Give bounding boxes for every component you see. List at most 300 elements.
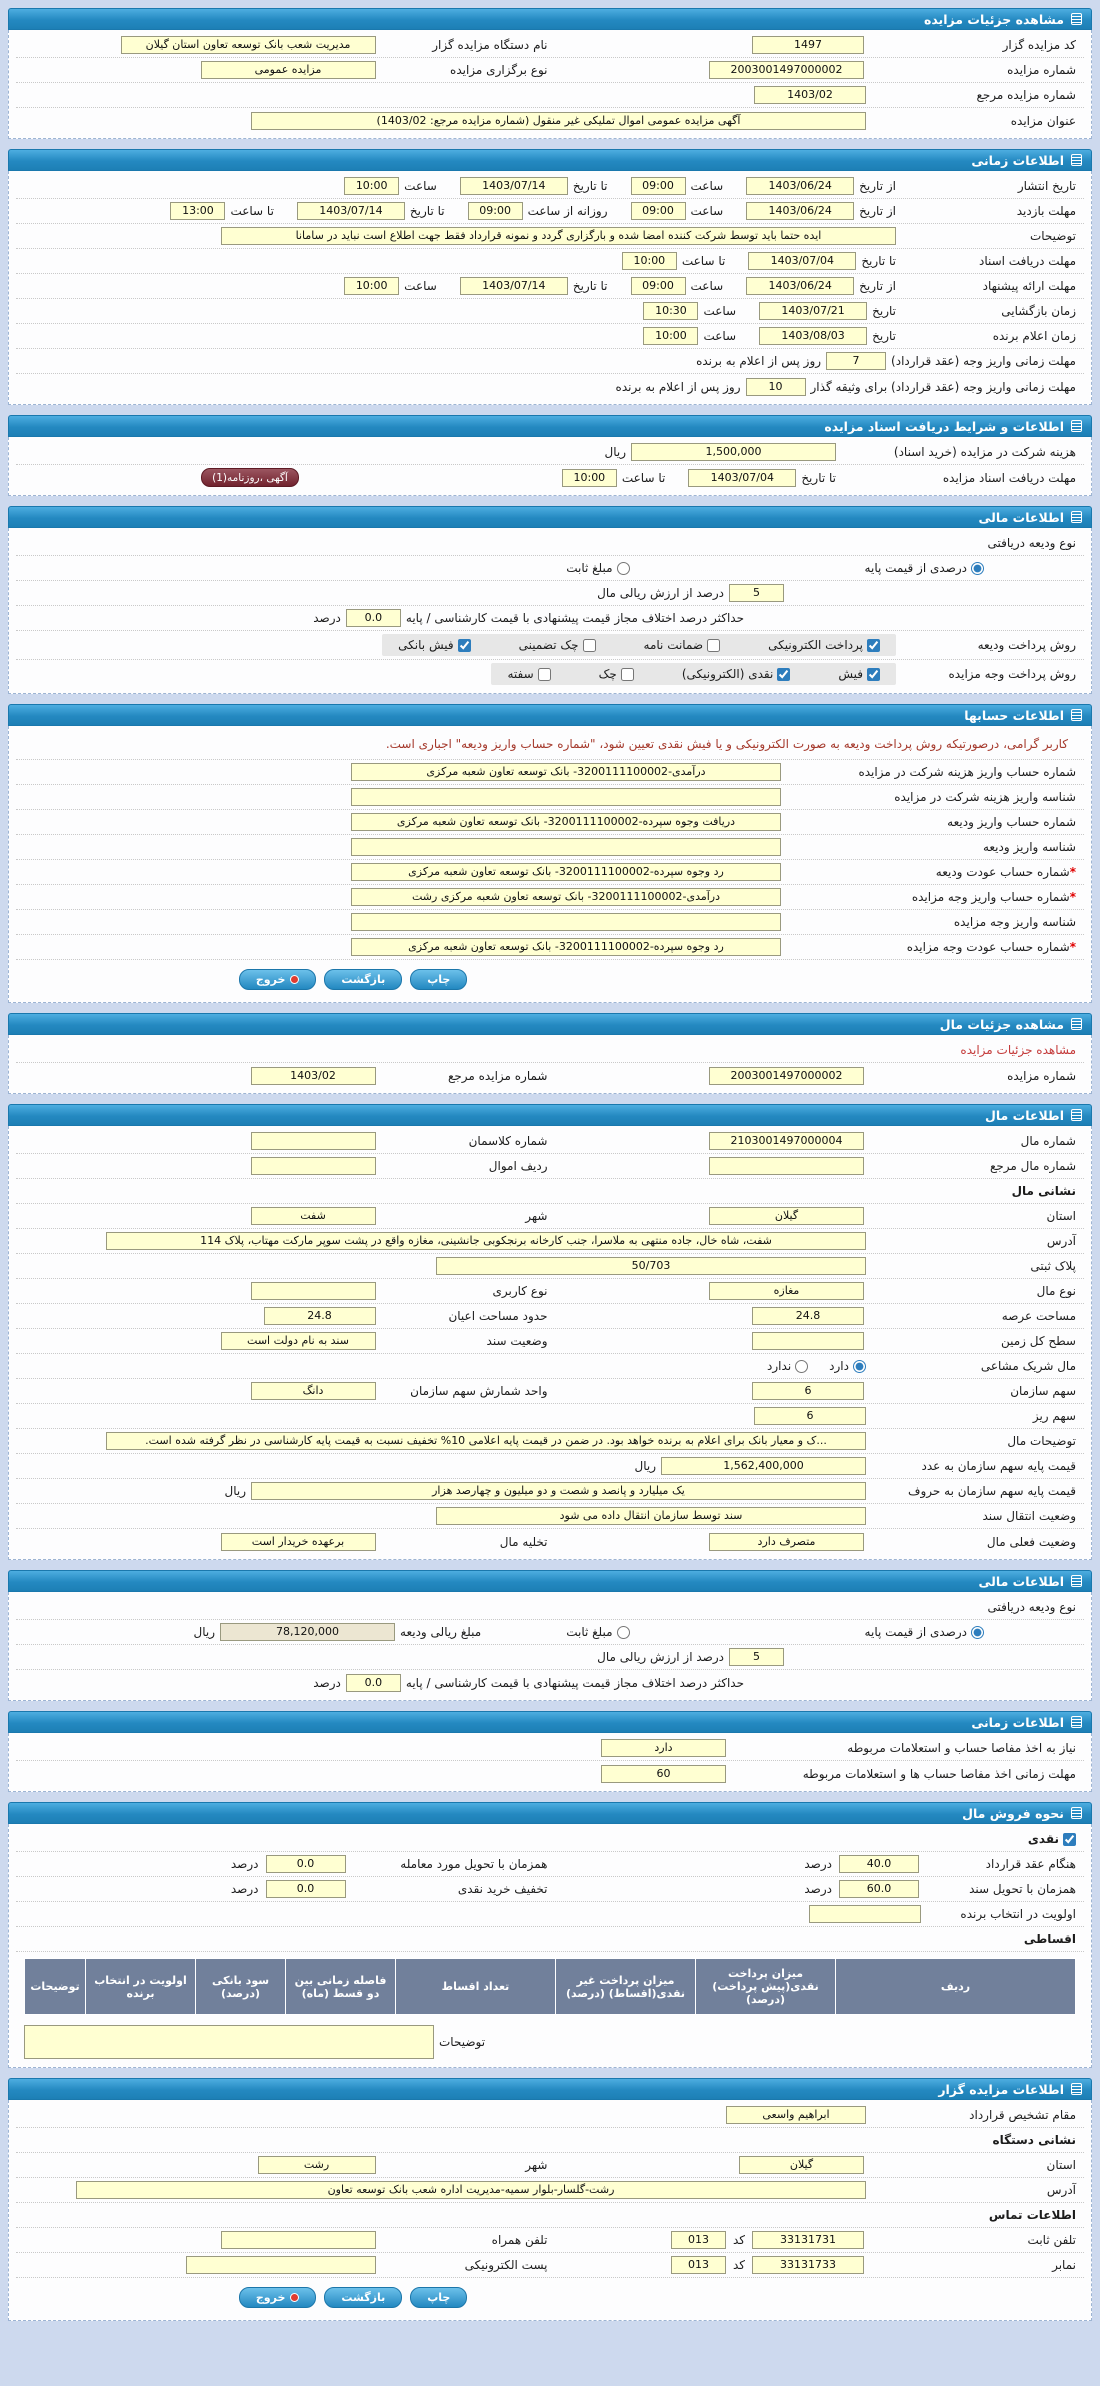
installment-section-label: اقساطی [1023,1932,1076,1946]
shared-no-option [767,1359,808,1373]
method-option [519,638,596,652]
property-city-field[interactable]: شفت [251,1207,376,1225]
form-row [16,785,1084,810]
time-pair [643,327,736,345]
back-button[interactable]: بازگشت [324,969,402,990]
property-row-field[interactable] [251,1157,376,1175]
payment-deadline-days-field[interactable]: 7 [826,352,886,370]
form-row [16,1454,1084,1479]
deed-status-label: وضعیت سند [486,1334,548,1348]
print-button[interactable]: چاپ [410,2287,467,2308]
to-hour-label: تا ساعت [621,470,666,485]
deposit-percent-field[interactable]: 5 [729,584,784,602]
method-label: چک [598,667,617,681]
hour-label: ساعت [690,279,724,293]
hour-label: ساعت [703,304,737,318]
offer-from-date-field[interactable]: 1403/06/24 [746,277,854,295]
field-group [553,2156,1077,2174]
form-row [16,1404,1084,1429]
field-group [24,1282,548,1300]
to-date-label: تا تاریخ [572,279,608,293]
clock-icon [1071,154,1082,166]
land-area-label: مساحت عرصه [1001,1309,1076,1323]
section-title: مشاهده جزئیات مال [939,1016,1064,1032]
phone-field[interactable]: 33131731 [752,2231,864,2249]
shared-no-radio[interactable] [795,1360,808,1373]
deposit-id-label: شناسه واریز ودیعه [982,840,1076,854]
clearance-needed-field[interactable]: دارد [601,1739,726,1757]
auction-return-account-label: *شماره حساب عودت وجه مزایده [906,940,1076,954]
field-group [553,2256,1077,2274]
sub-share-field[interactable]: 6 [754,1407,866,1425]
deposit-type-label: نوع ودیعه دریافتی [987,536,1076,550]
pledge-deadline-label: مهلت زمانی واریز وجه (عقد قرارداد) برای وثیقه گذار [810,379,1076,394]
time-desc-label: توضیحات [1029,229,1076,243]
deposit-id-field[interactable] [351,838,781,856]
max-diff-field[interactable]: 0.0 [346,1674,401,1692]
property-ref-field[interactable] [709,1157,864,1175]
deed-status-field[interactable]: سند به نام دولت است [221,1332,376,1350]
time-pair [631,277,724,295]
winner-announce-label: زمان اعلام برنده [992,329,1076,343]
property-address-section-label: نشانی مال [1011,1184,1076,1198]
to-date-label: تا تاریخ [801,470,836,485]
docs-deadline-label: مهلت دریافت اسناد مزایده [942,470,1076,485]
back-button[interactable]: بازگشت [324,2287,402,2308]
plate-number-label: پلاک ثبتی [1030,1259,1076,1273]
offer-to-time-field[interactable]: 10:00 [344,277,399,295]
percent-option-label: درصدی از قیمت پایه [864,561,967,575]
time-pair [170,202,273,220]
form-row [16,1902,1084,1927]
installment-table-header-row [25,1959,1076,2015]
date-pair [748,252,896,270]
fax-code-field[interactable]: 013 [671,2256,726,2274]
land-area-field[interactable]: 24.8 [752,1307,864,1325]
check-checkbox[interactable] [621,668,634,681]
section-auction-details [8,8,1092,139]
method-label: فیش بانکی [398,638,454,652]
auction-ref-field[interactable]: 1403/02 [754,86,866,104]
share-unit-field[interactable]: دانگ [251,1382,376,1400]
installment-table [24,1958,1076,2015]
electronic-payment-checkbox[interactable] [867,639,880,652]
city-label: شهر [525,1209,548,1223]
to-date-label: تا تاریخ [572,179,608,193]
method-option [644,638,721,652]
auction-ref-label: شماره مزایده مرجع [976,88,1076,102]
property-desc-field[interactable]: ...ک و معیار بانک برای اعلام به برنده خواهد بود. در ضمن در قیمت پایه اعلامی 10% تخفیف نسبت به قیمت پایه کارشناسی در نظر گرفته شده است. [106,1432,866,1450]
payment-deadline-suffix: روز پس از اعلام به برنده [696,354,822,368]
fee-deposit-id-field[interactable] [351,788,781,806]
form-row [16,910,1084,935]
form-row [16,1645,1084,1670]
clearance-deadline-label: مهلت زمانی اخذ مفاصا حساب ها و استعلامات مربوطه [802,1766,1076,1781]
field-group [24,1132,548,1150]
evacuation-field[interactable]: برعهده خریدار است [221,1533,376,1551]
section-property-info [8,1104,1092,1560]
visit-daily-time-field[interactable]: 09:00 [468,202,523,220]
deposit-type-percent-option [865,561,984,575]
publish-from-time-field[interactable]: 09:00 [631,177,686,195]
cash-discount-field[interactable]: 0.0 [266,1880,346,1898]
section-property-view [8,1013,1092,1094]
winner-time-field[interactable]: 10:00 [643,327,698,345]
property-address-field[interactable]: شفت، شاه خال، جاده منتهی به ملاسرا، جنب کارخانه برنجکوبی جانشینی، مغازه واقع در پشت سوپر مارکت مهتاب، پلاک 114 [106,1232,866,1250]
form-row [16,1620,1084,1645]
required-asterisk: * [1069,890,1076,904]
property-ref-label: شماره مال مرجع [989,1159,1076,1173]
actions-row [16,960,1084,997]
offer-deadline-label: مهلت ارائه پیشنهاد [982,279,1076,293]
form-row [16,108,1084,133]
org-address-section-label: نشانی دستگاه [992,2133,1076,2147]
deposit-return-account-label: *شماره حساب عودت ودیعه [935,865,1076,879]
form-row [16,1154,1084,1179]
deposit-percent-suffix: درصد از ارزش ریالی مال [597,586,724,600]
participation-fee-label: هزینه شرکت در مزایده (خرید اسناد) [893,445,1076,459]
at-delivery-field[interactable]: 0.0 [266,1855,346,1873]
form-row [16,581,1084,606]
building-area-field[interactable]: 24.8 [264,1307,376,1325]
sale-method-panel [8,1824,1092,2068]
visit-from-time-field[interactable]: 09:00 [631,202,686,220]
offer-to-date-field[interactable]: 1403/07/14 [460,277,568,295]
base-price-words-field[interactable]: یک میلیارد و پانصد و شصت و دو میلیون و چهارصد هزار [251,1482,866,1500]
visit-to-time-field[interactable]: 13:00 [170,202,225,220]
mobile-label: تلفن همراه [491,2233,548,2247]
pledge-deadline-suffix: روز پس از اعلام به برنده [615,379,741,394]
form-row [16,1204,1084,1229]
date-pair [297,202,445,220]
method-label: چک تضمینی [518,638,579,652]
field-group [24,2231,548,2249]
form-row [16,58,1084,83]
exit-icon [290,2293,299,2302]
auction-pay-id-field[interactable] [351,913,781,931]
form-row [16,1129,1084,1154]
pledge-deadline-days-field[interactable]: 10 [746,378,806,396]
to-date-label: تا تاریخ [409,204,445,218]
form-row [16,2153,1084,2178]
section-title: نحوه فروش مال [962,1805,1064,1821]
auction-type-field[interactable]: مزایده عمومی [201,61,376,79]
field-group [553,1382,1077,1400]
date-label: تاریخ [872,329,896,343]
shared-property-label: مال شریک مشاعی [980,1359,1076,1373]
section-title: اطلاعات زمانی [971,152,1064,168]
at-deed-transfer-field[interactable]: 60.0 [839,1880,919,1898]
at-contract-field[interactable]: 40.0 [839,1855,919,1873]
receipt-checkbox[interactable] [867,668,880,681]
time-desc-field[interactable]: ایده حتما باید توسط شرکت کننده امضا شده و بارگزاری گردد و نمونه قرارداد فقط جهت اطلاع است نباید در سامانا [221,227,896,245]
method-option [507,667,550,681]
method-label: سفته [507,667,534,681]
hour-label: ساعت [703,329,737,343]
base-price-number-label: قیمت پایه سهم سازمان به عدد [921,1459,1076,1473]
auctioneer-code-field[interactable]: 1497 [752,36,864,54]
field-group [553,1880,1077,1898]
deposit-amount-label: مبلغ ریالی ودیعه [400,1625,482,1639]
org-province-field[interactable]: گیلان [739,2156,864,2174]
form-row [16,1827,1084,1852]
city-label: شهر [525,2158,548,2172]
property-financial-panel [8,1592,1092,1701]
date-pair [460,277,608,295]
form-row [16,1038,1084,1063]
sub-share-label: سهم ریز [1032,1409,1076,1423]
base-price-number-field[interactable]: 1,562,400,000 [661,1457,866,1475]
total-land-label: سطح کل زمین [1000,1334,1076,1348]
deposit-amount-field[interactable]: 78,120,000 [220,1623,395,1641]
docs-receive-deadline-label: مهلت دریافت اسناد [978,254,1076,268]
property-type-field[interactable]: مغازه [709,1282,864,1300]
date-pair [746,177,896,195]
org-share-field[interactable]: 6 [752,1382,864,1400]
winner-priority-field[interactable] [809,1905,921,1923]
shared-yes-radio[interactable] [853,1360,866,1373]
cash-electronic-checkbox[interactable] [777,668,790,681]
time-info-panel [8,171,1092,405]
participation-fee-field[interactable]: 1,500,000 [631,443,836,461]
form-row [16,1063,1084,1088]
section-title: اطلاعات حسابها [964,707,1064,723]
date-pair [746,277,896,295]
percent-label: درصد [230,1882,259,1896]
max-diff-field[interactable]: 0.0 [346,609,401,627]
percent-label: درصد [313,1675,341,1690]
form-row [16,83,1084,108]
field-group [24,1855,548,1873]
field-group [24,36,548,54]
deposit-account-field[interactable]: دریافت وجوه سپرده-3200111100002- بانک توسعه تعاون شعبه مرکزی [351,813,781,831]
field-group [24,61,548,79]
form-row [16,1279,1084,1304]
form-row [16,835,1084,860]
plate-number-field[interactable]: 50/703 [436,1257,866,1275]
time-pair [344,177,437,195]
time-pair [631,202,724,220]
accounts-notice: کاربر گرامی، درصورتیکه روش پرداخت ودیعه به صورت الکترونیکی و یا فیش نقدی تعیین شود، "شماره حساب واریز ودیعه" اجباری است. [385,737,1068,751]
property-view-header [8,1013,1092,1035]
deposit-type-percent-radio[interactable] [971,562,984,575]
date-label: تاریخ [872,304,896,318]
section-property-time [8,1711,1092,1792]
phone-label: تلفن ثابت [1027,2233,1076,2247]
form-row [16,1670,1084,1695]
classman-number-label: شماره کلاسمان [468,1134,548,1148]
docs-deadline-time-field[interactable]: 10:00 [622,252,677,270]
auction-return-account-field[interactable]: رد وجوه سپرده-3200111100002- بانک توسعه تعاون شعبه مرکزی [351,938,781,956]
fax-label: نمابر [1052,2258,1076,2272]
opening-date-field[interactable]: 1403/07/21 [759,302,867,320]
from-date-label: از تاریخ [859,204,896,218]
form-row [16,606,1084,631]
time-pair [631,177,724,195]
auction-pay-account-label: *شماره حساب واریز وجه مزایده [911,890,1076,904]
form-row [16,760,1084,785]
hour-label: ساعت [690,179,724,193]
org-address-field[interactable]: رشت-گلسار-بلوار سمیه-مدیریت اداره شعب بانک توسعه تعاون [76,2181,866,2199]
fee-deposit-account-field[interactable]: درآمدی-3200111100002- بانک توسعه تعاون شعبه مرکزی [351,763,781,781]
cash-sale-checkbox[interactable] [1063,1833,1076,1846]
method-label: ضمانت نامه [643,638,704,652]
method-option [682,667,791,681]
section-financial-info [8,506,1092,694]
auction-number-label: شماره مزایده [1007,1068,1076,1083]
form-row [16,1329,1084,1354]
auction-number-field[interactable]: 2003001497000002 [709,61,864,79]
auction-pay-account-field[interactable]: درآمدی-3200111100002- بانک توسعه تعاون شعبه مرکزی رشت [351,888,781,906]
email-field[interactable] [186,2256,376,2274]
col-row-number: ردیف [836,1959,1076,2015]
sale-desc-field[interactable] [24,2025,434,2059]
property-number-field[interactable]: 2103001497000004 [709,1132,864,1150]
classman-number-field[interactable] [251,1132,376,1150]
percent-label: درصد [230,1857,259,1871]
form-row [16,1179,1084,1204]
fax-field[interactable]: 33131733 [752,2256,864,2274]
organization-icon [1071,2083,1082,2095]
field-group [24,1067,548,1085]
form-row [16,935,1084,960]
form-row [16,1429,1084,1454]
form-row [16,1736,1084,1761]
exit-button[interactable] [239,969,317,990]
newspaper-ad-button[interactable]: آگهی ،روزنامه(1) [201,468,299,487]
certified-check-checkbox[interactable] [583,639,596,652]
field-group [553,1282,1077,1300]
base-price-words-label: قیمت پایه سهم سازمان به حروف [908,1484,1076,1498]
publish-to-time-field[interactable]: 10:00 [344,177,399,195]
fee-deposit-account-label: شماره حساب واریز هزینه شرکت در مزایده [858,765,1076,779]
phone-code-field[interactable]: 013 [671,2231,726,2249]
to-hour-label: تا ساعت [230,204,274,218]
required-asterisk: * [1069,940,1076,954]
sale-method-header [8,1802,1092,1824]
area-code-label: کد [732,2233,745,2247]
field-group [24,1382,548,1400]
max-diff-label: حداکثر درصد اختلاف مجاز قیمت پیشنهادی با قیمت کارشناسی / پایه [405,1675,744,1690]
deposit-type-fixed-radio[interactable] [617,1626,630,1639]
form-row [16,1229,1084,1254]
visit-from-date-field[interactable]: 1403/06/24 [746,202,854,220]
rial-label: ریال [193,1625,216,1639]
field-group [553,1207,1077,1225]
from-date-label: از تاریخ [859,179,896,193]
form-row [16,249,1084,274]
auction-details-link[interactable]: مشاهده جزئیات مزایده [960,1043,1076,1057]
form-row [16,1877,1084,1902]
auction-title-field[interactable]: آگهی مزایده عمومی اموال تملیکی غیر منقول (شماره مزایده مرجع: 1403/02) [251,112,866,130]
rial-label: ریال [634,1459,656,1473]
usage-type-field[interactable] [251,1282,376,1300]
clearance-deadline-field[interactable]: 60 [601,1765,726,1783]
form-row [16,2178,1084,2203]
current-status-field[interactable]: متصرف دارد [709,1533,864,1551]
auction-ref-field[interactable]: 1403/02 [251,1067,376,1085]
form-row [16,199,1084,224]
publish-from-date-field[interactable]: 1403/06/24 [746,177,854,195]
form-row [16,729,1084,760]
form-row [16,1354,1084,1379]
auctioneer-info-header [8,2078,1092,2100]
publish-to-date-field[interactable]: 1403/07/14 [460,177,568,195]
auction-pay-method-label: روش پرداخت وجه مزایده [948,667,1076,681]
contract-authority-field[interactable]: ابراهیم واسعی [726,2106,866,2124]
field-group [553,61,1077,79]
date-pair [759,327,896,345]
financial-info-header [8,506,1092,528]
docs-deadline-date-field[interactable]: 1403/07/04 [688,469,796,487]
total-land-field[interactable] [752,1332,864,1350]
auction-title-label: عنوان مزایده [1010,113,1076,128]
deposit-amount-pair [194,1623,482,1641]
form-row [16,33,1084,58]
deposit-type-percent-radio[interactable] [971,1626,984,1639]
field-group [553,1157,1077,1175]
guarantee-checkbox[interactable] [707,639,720,652]
form-row [16,2253,1084,2278]
property-province-field[interactable]: گیلان [709,1207,864,1225]
print-button[interactable]: چاپ [410,969,467,990]
visit-to-date-field[interactable]: 1403/07/14 [297,202,405,220]
deposit-type-fixed-radio[interactable] [617,562,630,575]
col-installment-interval: فاصله زمانی بین دو قسط (ماه) [286,1959,396,2015]
deed-transfer-field[interactable]: سند توسط سازمان انتقال داده می شود [436,1507,866,1525]
docs-deadline-date-field[interactable]: 1403/07/04 [748,252,856,270]
auction-number-label: شماره مزایده [1007,63,1076,77]
winner-date-field[interactable]: 1403/08/03 [759,327,867,345]
auctioneer-name-field[interactable]: مدیریت شعب بانک توسعه تعاون استان گیلان [121,36,376,54]
visit-deadline-label: مهلت بازدید [1016,204,1076,218]
bank-receipt-checkbox[interactable] [458,639,471,652]
deposit-return-account-field[interactable]: رد وجوه سپرده-3200111100002- بانک توسعه تعاون شعبه مرکزی [351,863,781,881]
property-icon [1071,1109,1082,1121]
auctioneer-info-panel [8,2100,1092,2321]
docs-deadline-time-field[interactable]: 10:00 [562,469,617,487]
payment-deadline-label: مهلت زمانی واریز وجه (عقد قرارداد) [891,354,1076,368]
form-row [16,1529,1084,1554]
hour-label: ساعت [404,179,437,193]
form-row [16,1852,1084,1877]
method-label: نقدی (الکترونیکی) [681,667,774,681]
property-view-panel [8,1035,1092,1094]
money-icon [1071,511,1082,523]
auctioneer-code-label: کد مزایده گزار [1002,38,1076,52]
section-title: اطلاعات و شرایط دریافت اسناد مزایده [824,418,1064,434]
deposit-percent-field[interactable]: 5 [729,1648,784,1666]
auction-number-field[interactable]: 2003001497000002 [709,1067,864,1085]
at-deed-transfer-label: همزمان با تحویل سند [969,1882,1076,1896]
hour-label: ساعت [690,204,724,218]
area-code-label: کد [732,2258,745,2272]
offer-from-time-field[interactable]: 09:00 [631,277,686,295]
auction-pay-id-label: شناسه واریز وجه مزایده [953,915,1076,929]
fixed-option-label: مبلغ ثابت [566,561,613,575]
method-option [599,667,634,681]
exit-button[interactable] [239,2287,317,2308]
mobile-field[interactable] [221,2231,376,2249]
form-row [16,1254,1084,1279]
form-row [16,531,1084,556]
col-installment-count: تعداد اق​ساط [396,1959,556,2015]
time-info-header [8,149,1092,171]
org-city-field[interactable]: رشت [258,2156,376,2174]
promissory-note-checkbox[interactable] [538,668,551,681]
clearance-needed-label: نیاز به اخذ مفاصا حساب و استعلامات مربوطه [847,1741,1076,1755]
opening-time-field[interactable]: 10:30 [643,302,698,320]
